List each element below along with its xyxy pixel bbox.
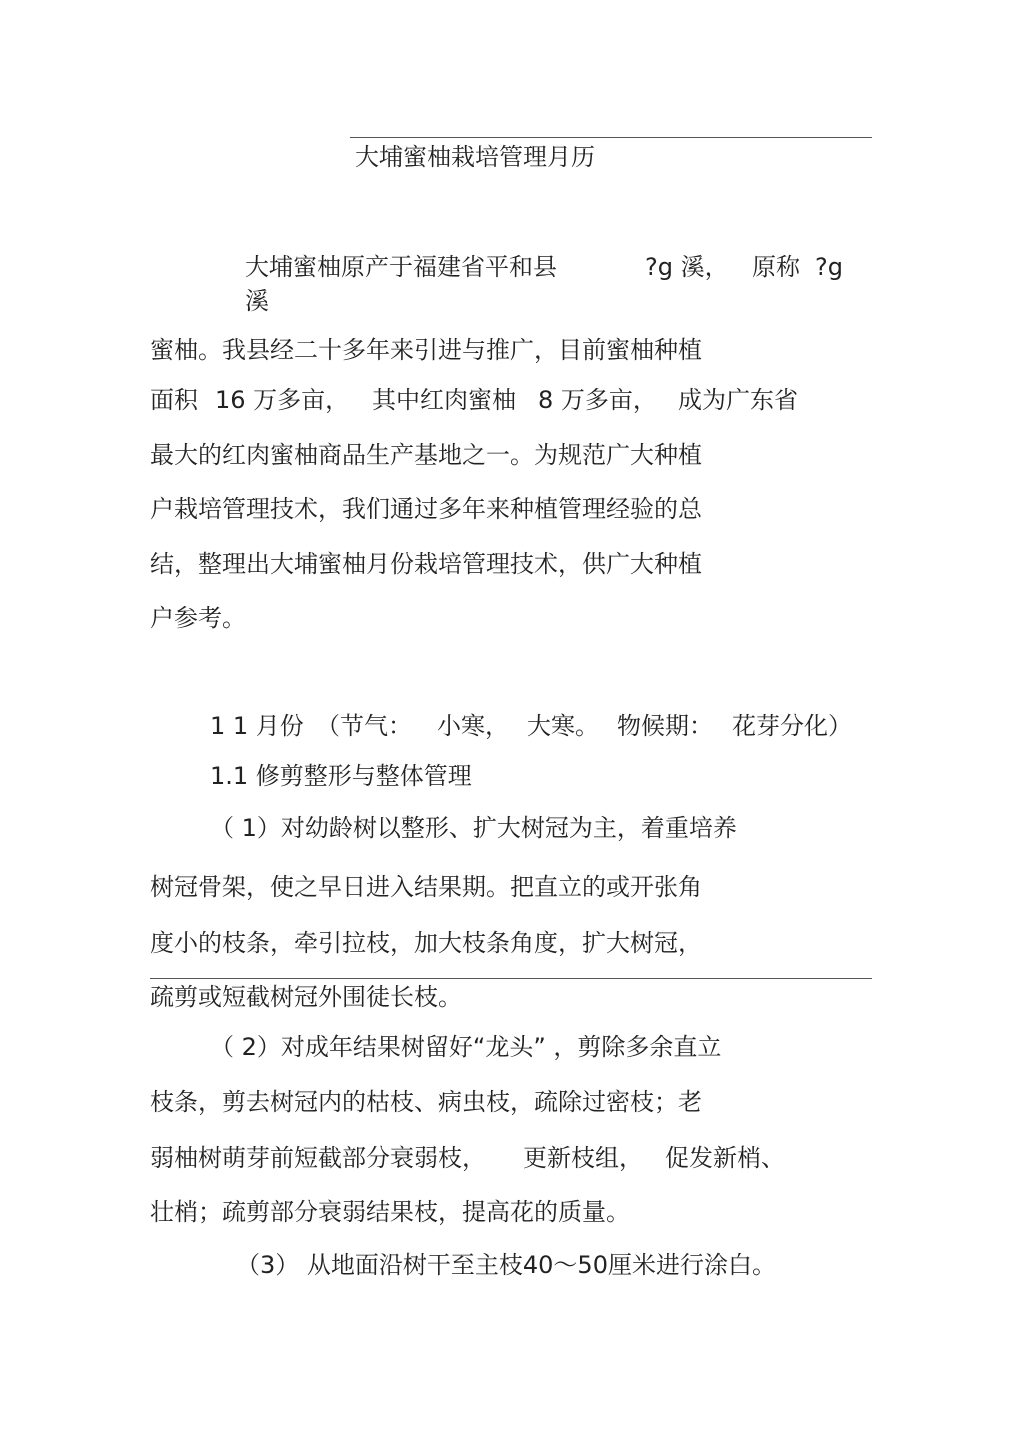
intro-line-3a: 面积 — [150, 386, 198, 414]
top-rule — [350, 137, 872, 138]
para2-line-3a: 弱柚树萌芽前短截部分衰弱枝， — [150, 1144, 486, 1172]
para2-line-3c: 促发新梢、 — [665, 1144, 785, 1172]
intro-line-2: 蜜柚。我县经二十多年来引进与推广，目前蜜柚种植 — [150, 336, 702, 364]
intro-line-3d: 8 万多亩， — [538, 386, 657, 414]
para1-line-1: （ 1）对幼龄树以整形、扩大树冠为主，着重培养 — [210, 814, 737, 842]
intro-line-1a: 大埔蜜柚原产于福建省平和县 — [245, 253, 557, 281]
intro-line-6: 结，整理出大埔蜜柚月份栽培管理技术，供广大种植 — [150, 550, 702, 578]
intro-line-1c: 原称 — [752, 253, 800, 281]
intro-line-1b: ?g 溪， — [645, 253, 729, 281]
solar-term-2: 大寒。 — [527, 712, 599, 740]
section-heading: 1.1 修剪整形与整体管理 — [210, 762, 472, 790]
para2-line-4: 壮梢；疏剪部分衰弱结果枝，提高花的质量。 — [150, 1198, 630, 1226]
intro-line-4: 最大的红肉蜜柚商品生产基地之一。为规范广大种植 — [150, 441, 702, 469]
para1-line-2: 树冠骨架，使之早日进入结果期。把直立的或开张角 — [150, 873, 702, 901]
para2-line-2: 枝条，剪去树冠内的枯枝、病虫枝，疏除过密枝；老 — [150, 1088, 702, 1116]
intro-line-3e: 成为广东省 — [678, 386, 798, 414]
para2-line-3b: 更新枝组， — [523, 1144, 643, 1172]
solar-term-1: 小寒， — [437, 712, 509, 740]
para3: （3） 从地面沿树干至主枝40～50厘米进行涂白。 — [236, 1251, 776, 1279]
solar-term-label: （节气： — [316, 712, 412, 740]
intro-line-7: 户参考。 — [150, 604, 246, 632]
intro-line-3b: 16 万多亩， — [215, 386, 350, 414]
phenology-label: 物候期： — [617, 712, 713, 740]
document-title: 大埔蜜柚栽培管理月历 — [355, 143, 595, 171]
page-break-rule — [150, 978, 872, 979]
para1-line-3: 度小的枝条，牵引拉枝，加大枝条角度，扩大树冠， — [150, 929, 702, 957]
para2-line-1: （ 2）对成年结果树留好“龙头” ，剪除多余直立 — [210, 1033, 722, 1061]
intro-line-1e: 溪 — [245, 287, 269, 315]
phenology-value: 花芽分化） — [732, 712, 852, 740]
intro-line-5: 户栽培管理技术，我们通过多年来种植管理经验的总 — [150, 495, 702, 523]
intro-line-1d: ?g — [815, 253, 843, 281]
intro-line-3c: 其中红肉蜜柚 — [372, 386, 516, 414]
month-label: 1 1 月份 — [210, 712, 304, 740]
para1-line-4: 疏剪或短截树冠外围徒长枝。 — [150, 983, 462, 1011]
